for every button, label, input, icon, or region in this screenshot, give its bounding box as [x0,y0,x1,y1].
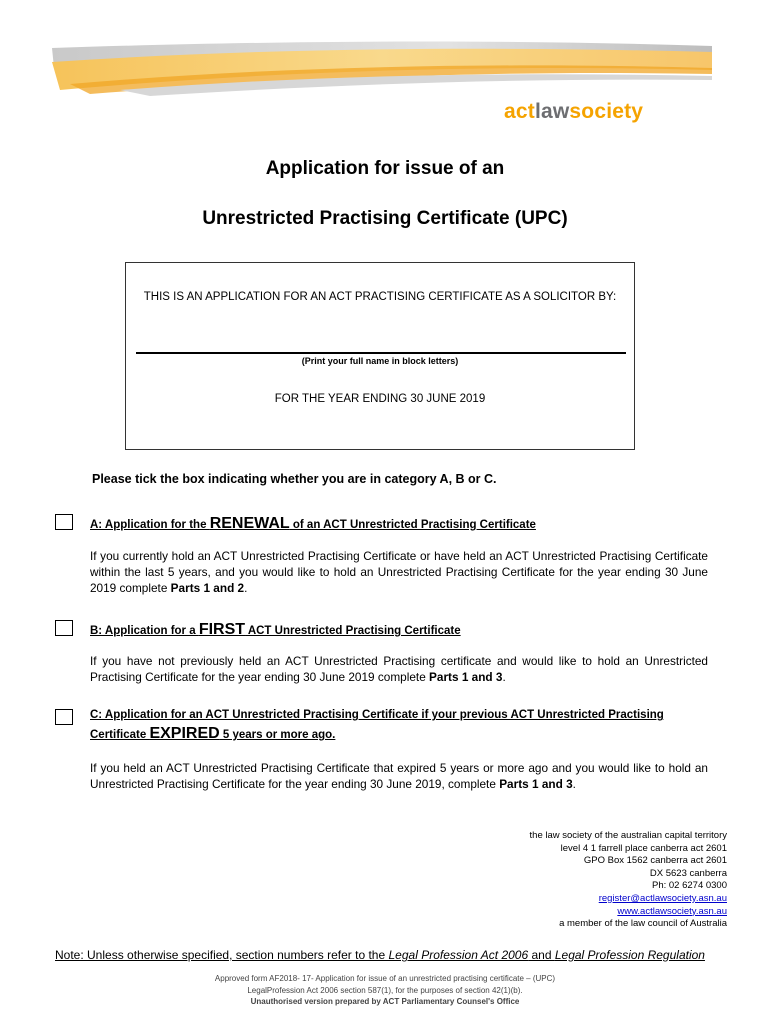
footer-unauthorised-version: Unauthorised version prepared by ACT Parliamentary Counsel's Office [250,997,520,1006]
logo-part-act: act [504,100,535,123]
category-a-description: If you currently hold an ACT Unrestricted Practising Certificate or have held an ACT Unrestricted Practising Certificate within the last 5 years, and you would like to hold an Unrestricted Practising Certificate for the year ending 30 June 2019 complete Parts 1 and 2. [90,549,708,595]
category-b-parts: Parts 1 and 3 [429,670,503,684]
legislation-note [55,948,705,962]
category-a-checkbox[interactable] [55,514,73,530]
footer-legislation: LegalProfession Act 2006 section 587(1), for the purposes of section 42(1)(b). [247,986,523,995]
category-c-checkbox[interactable] [55,709,73,725]
contact-phone: Ph: 02 6274 0300 [651,880,727,892]
category-a-parts: Parts 1 and 2 [170,581,245,595]
category-b-heading [90,621,461,639]
category-c-heading-line2-pre: Certificate [90,729,150,741]
name-signature-line [136,352,626,354]
category-b-body: If you have not previously held an ACT Unrestricted Practising certificate and would like to hold an Unrestricted Practising Certificate for the year ending 30 June 2019 complete [90,654,708,684]
category-a-heading [90,515,536,533]
note-regulation-title: Legal Profession Regulation [554,948,705,962]
header-swoosh-graphic [0,40,770,100]
contact-email-link[interactable]: register@actlawsociety.asn.au [598,892,727,904]
logo-part-society: society [569,100,644,123]
contact-block [530,830,727,931]
note-act-title: Legal Profession Act 2006 [388,948,529,962]
category-c-heading-line-2 [90,725,335,743]
full-name-field[interactable] [136,318,626,352]
contact-dx: DX 5623 canberra [649,867,727,879]
category-c-heading-emph: EXPIRED [149,725,220,742]
category-a-heading-post: of an ACT Unrestricted Practising Certificate [289,519,536,531]
title-line-1: Application for issue of an [265,158,505,179]
name-field-caption: (Print your full name in block letters) [301,356,459,366]
note-mid: and [528,948,555,962]
category-c-body: If you held an ACT Unrestricted Practising Certificate that expired 5 years or more ago and you would like to hold an Unrestricted Practising Certificate for the year ending 30 June 2019, complete [90,761,708,791]
category-c-parts: Parts 1 and 3 [499,777,573,791]
contact-website-link[interactable]: www.actlawsociety.asn.au [617,905,727,917]
category-b-heading-pre: B: Application for a [90,625,199,637]
category-a-heading-pre: A: Application for the [90,519,210,531]
title-line-2: Unrestricted Practising Certificate (UPC) [202,208,568,229]
contact-postal-address: GPO Box 1562 canberra act 2601 [583,855,727,867]
application-statement: THIS IS AN APPLICATION FOR AN ACT PRACTISING CERTIFICATE AS A SOLICITOR BY: [143,291,617,303]
category-a-heading-emph: RENEWAL [209,515,290,532]
category-c-heading-post: 5 years or more ago. [219,729,336,741]
contact-membership: a member of the law council of Australia [559,918,727,930]
logo-part-law: law [534,100,570,123]
actlawsociety-logo [504,100,643,124]
category-b-description: If you have not previously held an ACT Unrestricted Practising certificate and would like to hold an Unrestricted Practising Certificate for the year ending 30 June 2019 complete Parts 1 and 3. [90,654,708,684]
category-instruction: Please tick the box indicating whether you are in category A, B or C. [92,472,497,486]
category-b-checkbox[interactable] [55,620,73,636]
category-c-heading-line-1: C: Application for an ACT Unrestricted Practising Certificate if your previous ACT Unrestricted Practising [90,709,664,721]
category-a-body: If you currently hold an ACT Unrestricted Practising Certificate or have held an ACT Unrestricted Practising Certificate within the last 5 years, and you would like to hold an Unrestricted Practising Certificate for the year ending 30 June 2019 complete [90,549,708,595]
contact-org-name: the law society of the australian capital territory [529,830,727,841]
category-b-heading-emph: FIRST [198,621,246,638]
contact-street-address: level 4 1 farrell place canberra act 2601 [560,842,727,854]
category-b-heading-post: ACT Unrestricted Practising Certificate [245,625,461,637]
year-ending-text: FOR THE YEAR ENDING 30 JUNE 2019 [274,393,486,405]
note-pre: Note: Unless otherwise specified, section numbers refer to the [55,948,389,962]
category-c-description: If you held an ACT Unrestricted Practising Certificate that expired 5 years or more ago and you would like to hold an Unrestricted Practising Certificate for the year ending 30 June 2019, complete Parts 1 and 3. [90,761,708,791]
footer-approved-form: Approved form AF2018- 17- Application for issue of an unrestricted practising certificate – (UPC) [214,974,556,983]
